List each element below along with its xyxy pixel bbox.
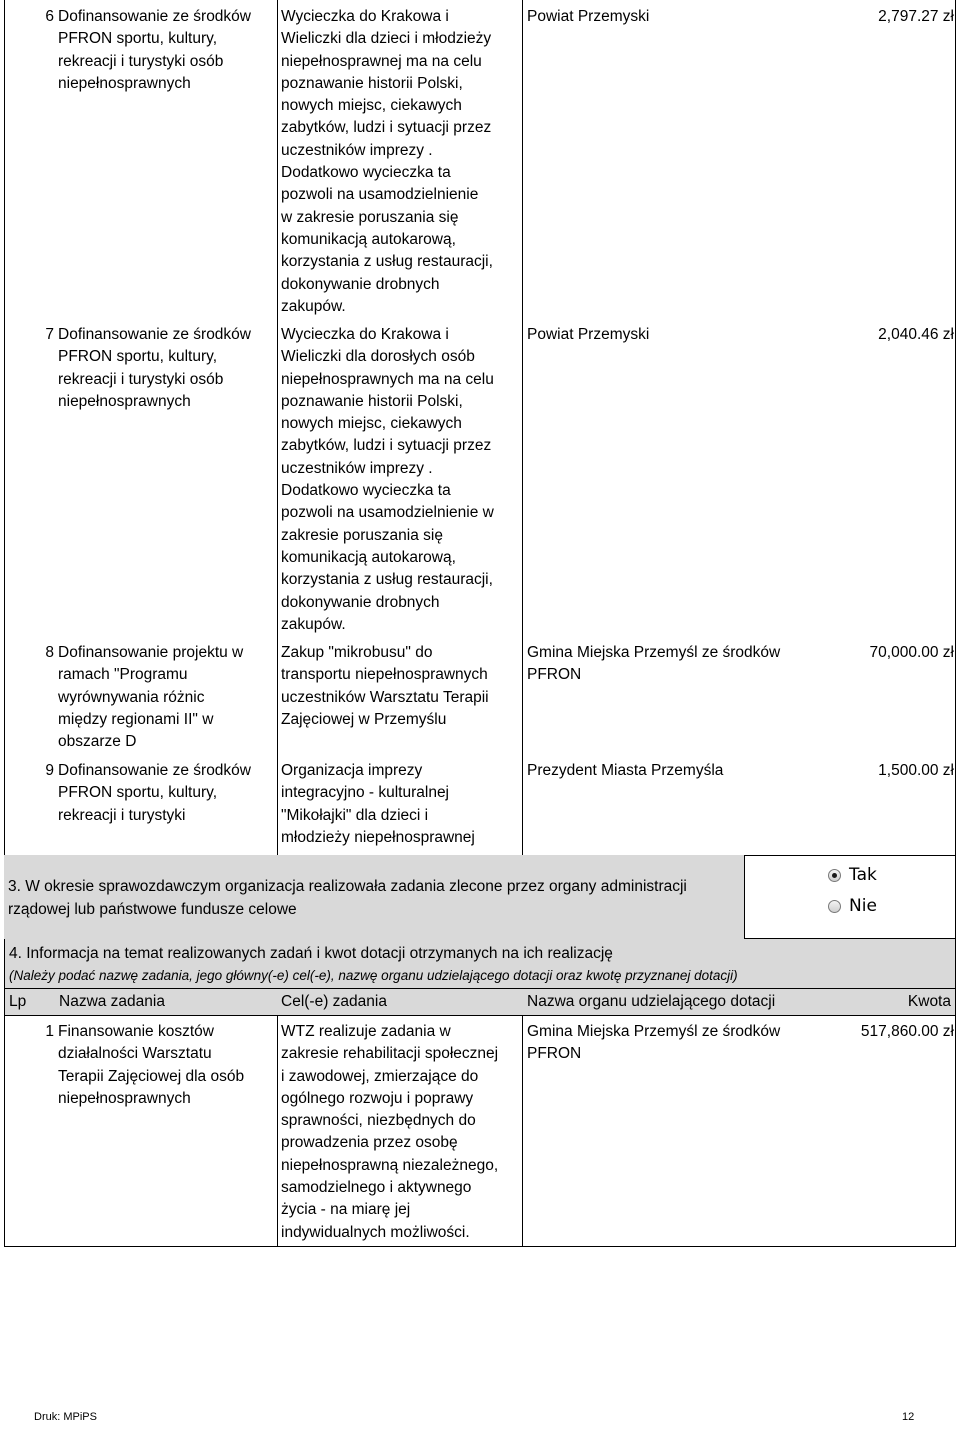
row-6-amount: 2,797.27 zł xyxy=(878,8,954,25)
table-border-right xyxy=(955,0,956,855)
row-8-amount: 70,000.00 zł xyxy=(869,644,954,661)
header-lp: Lp xyxy=(9,993,27,1010)
row-6-name: Dofinansowanie ze środków PFRON sportu, kultury, rekreacji i turystyki osób niepełnosprawnych xyxy=(58,8,251,92)
row-7-goal: Wycieczka do Krakowa i Wieliczki dla dorosłych osób niepełnosprawnych ma na celu poznawanie historii Polski, nowych miejsc, ciekawych zabytków, ludzi i sytuacji przez uczestników imprezy . Dodatkowo wycieczka ta pozwoli na usamodzielnienie w zakresie poruszania się komunikacją autokarową, korzystania z usług restauracji, dokonywanie drobnych zakupów. xyxy=(281,326,494,633)
page-number: 12 xyxy=(902,1411,915,1423)
row-1-goal: WTZ realizuje zadania w zakresie rehabilitacji społecznej i zawodowej, zmierzające do ogólnego rozwoju i poprawy sprawności, niezbędnych do prowadzenia przez osobę niepełnosprawną niezależnego, samodzielnego i aktywnego życia - na miarę jej indywidualnych możliwości. xyxy=(281,1023,499,1241)
section-3-question: 3. W okresie sprawozdawczym organizacja realizowała zadania zlecone przez organy administracji rządowej lub państwowe fundusze celowe xyxy=(4,855,745,939)
radio-option-nie[interactable] xyxy=(828,896,877,916)
table-border-left xyxy=(4,1016,5,1247)
radio-unselected-icon[interactable] xyxy=(828,900,841,913)
row-8-organ: Gmina Miejska Przemyśl ze środków PFRON xyxy=(527,644,781,684)
header-goal: Cel(-e) zadania xyxy=(281,993,387,1010)
row-1-name: Finansowanie kosztów działalności Warsztatu Terapii Zajęciowej dla osób niepełnosprawnych xyxy=(58,1023,245,1107)
radio-label-tak: Tak xyxy=(849,865,877,885)
footer-print-label: Druk: MPiPS xyxy=(34,1411,97,1423)
row-7-lp: 7 xyxy=(45,326,54,343)
row-9-lp: 9 xyxy=(45,762,54,779)
col-separator xyxy=(277,0,278,855)
col-separator xyxy=(522,0,523,855)
row-9-organ: Prezydent Miasta Przemyśla xyxy=(527,762,724,779)
radio-label-nie: Nie xyxy=(849,896,877,916)
row-8-name: Dofinansowanie projektu w ramach "Programu wyrównywania różnic między regionami II" w obszarze D xyxy=(58,644,244,751)
row-6-goal: Wycieczka do Krakowa i Wieliczki dla dzieci i młodzieży niepełnosprawnej ma na celu poznawanie historii Polski, nowych miejsc, ciekawych zabytków, ludzi i sytuacji przez uczestników imprezy . Dodatkowo wycieczka ta pozwoli na usamodzielnienie w zakresie poruszania się komunikacją autokarową, korzystania z usług restauracji, dokonywanie drobnych zakupów. xyxy=(281,8,493,315)
row-7-name: Dofinansowanie ze środków PFRON sportu, kultury, rekreacji i turystyki osób niepełnosprawnych xyxy=(58,326,251,410)
section-4-subtitle: (Należy podać nazwę zadania, jego główny(-e) cel(-e), nazwę organu udzielającego dotacji oraz kwotę przyznanej dotacji) xyxy=(9,968,738,983)
row-1-amount: 517,860.00 zł xyxy=(860,1023,954,1040)
section-4-title: 4. Informacja na temat realizowanych zadań i kwot dotacji otrzymanych na ich realizację xyxy=(9,945,613,962)
row-1-lp: 1 xyxy=(45,1023,54,1040)
row-1-organ: Gmina Miejska Przemyśl ze środków PFRON xyxy=(527,1023,781,1063)
row-8-goal: Zakup "mikrobusu" do transportu niepełnosprawnych uczestników Warsztatu Terapii Zajęciowej w Przemyślu xyxy=(281,644,489,728)
radio-selected-icon[interactable] xyxy=(828,869,841,882)
table-header-row xyxy=(4,989,956,1016)
header-amount: Kwota xyxy=(907,993,951,1010)
row-7-organ: Powiat Przemyski xyxy=(527,326,650,343)
row-7-amount: 2,040.46 zł xyxy=(878,326,954,343)
header-organ: Nazwa organu udzielającego dotacji xyxy=(527,993,776,1010)
row-6-organ: Powiat Przemyski xyxy=(527,8,650,25)
table-border-right xyxy=(955,1016,956,1247)
row-9-name: Dofinansowanie ze środków PFRON sportu, kultury, rekreacji i turystyki xyxy=(58,762,251,824)
section-4-header xyxy=(4,939,956,989)
table-border-left xyxy=(4,0,5,855)
col-separator xyxy=(277,1016,278,1247)
row-6-lp: 6 xyxy=(45,8,54,25)
col-separator xyxy=(522,1016,523,1247)
header-name: Nazwa zadania xyxy=(59,993,165,1010)
table-border-bottom xyxy=(4,1246,956,1247)
row-8-lp: 8 xyxy=(45,644,54,661)
row-9-goal: Organizacja imprezy integracyjno - kulturalnej "Mikołajki" dla dzieci i młodzieży niepełnosprawnej xyxy=(281,762,475,846)
row-9-amount: 1,500.00 zł xyxy=(878,762,954,779)
radio-option-tak[interactable] xyxy=(828,865,877,885)
